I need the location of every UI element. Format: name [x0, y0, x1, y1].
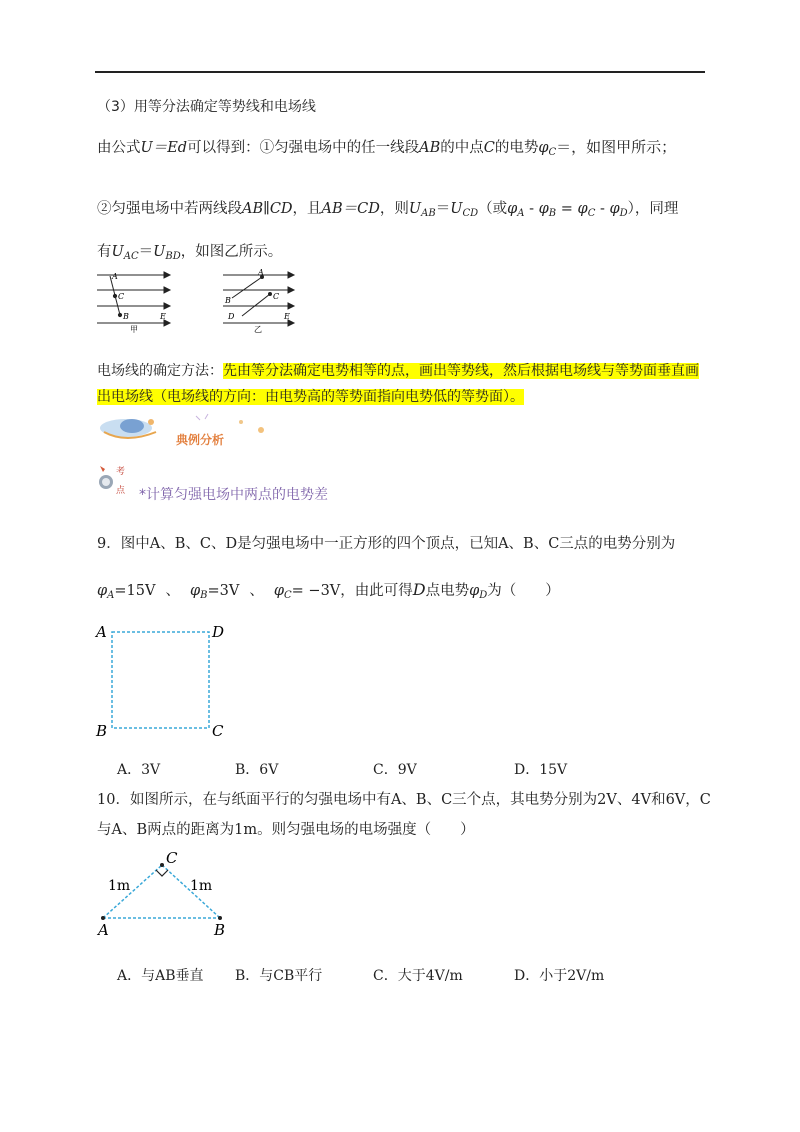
figure-jia: [92, 268, 182, 334]
formula-line: 由公式U＝Ed可以得到：①匀强电场中的任一线段AB的中点C的电势$\varphi_C=$，如图甲所示；: [97, 138, 677, 158]
fig-yi-label-c: C: [273, 292, 280, 301]
fig-jia-label-e: E: [160, 312, 166, 321]
q10-label-c: C: [166, 849, 178, 867]
q9-label-c: C: [212, 722, 224, 740]
q10-triangle-figure: [92, 846, 237, 938]
top-rule: [95, 71, 705, 73]
fig-yi-caption: 乙: [254, 325, 262, 334]
method-label: 电场线的确定方法：: [97, 363, 223, 379]
q9-label-a: A: [96, 623, 107, 641]
figure-yi: [218, 268, 303, 334]
fig-jia-caption: 甲: [130, 325, 138, 334]
q9-label-d: D: [212, 623, 225, 641]
method-highlight-2: 出电场线（电场线的方向：由电势高的等势面指向电势低的等势面）。: [97, 389, 524, 405]
q9-option-d[interactable]: D．15V: [514, 762, 568, 778]
method-highlight-1: 先由等分法确定电势相等的点，画出等势线，然后根据电场线与等势面垂直画: [223, 363, 699, 379]
q9-option-a[interactable]: A．3V: [117, 762, 161, 778]
potential-difference-line: 有$U_{AC}=U_{BD}$，如图乙所示。: [97, 244, 283, 262]
method-line-2: [97, 387, 524, 407]
banner-text: 典例分析: [176, 433, 225, 447]
fig-yi-label-b: B: [225, 296, 231, 305]
q10-label-a: A: [98, 921, 109, 938]
q9-label-b: B: [96, 722, 108, 740]
dashed-square: [112, 632, 209, 728]
fig-jia-label-b: B: [123, 312, 129, 321]
fig-yi-label-a: A: [258, 268, 264, 277]
q10-label-b: B: [214, 921, 226, 938]
topic-title: *计算匀强电场中两点的电势差: [139, 487, 328, 503]
fig-jia-label-a: A: [112, 272, 118, 281]
q10-stem-1: 10．如图所示，在与纸面平行的匀强电场中有A、B、C三个点，其电势分别为2V、4V和6V，C: [97, 792, 711, 808]
q10-stem-2: 与A、B两点的距离为1m。则匀强电场的电场强度（ ）: [97, 822, 475, 838]
q9-potentials: $\varphi_A=15V$ 、 $\varphi_B=3V$ 、 $\varphi_C= -3V$，由此可得D点电势$\varphi_D$为（ ）: [97, 580, 560, 601]
q9-option-b[interactable]: B．6V: [235, 762, 279, 778]
kaodian-icon: [96, 458, 138, 498]
kaodian-bottom: 点: [116, 486, 126, 496]
example-banner: [96, 410, 276, 450]
q10-label-left-1m: 1m: [108, 878, 131, 894]
fig-yi-label-d: D: [228, 312, 235, 321]
q9-stem: 9．图中A、B、C、D是匀强电场中一正方形的四个顶点，已知A、B、C三点的电势分别为: [97, 536, 676, 552]
q10-option-c[interactable]: C．大于4V/m: [373, 968, 463, 984]
method-line-1: [97, 361, 699, 381]
q10-option-b[interactable]: B．与CB平行: [235, 968, 323, 984]
q10-option-a[interactable]: A．与AB垂直: [117, 968, 204, 984]
q9-option-c[interactable]: C．9V: [373, 762, 417, 778]
q10-option-d[interactable]: D．小于2V/m: [514, 968, 605, 984]
q10-label-right-1m: 1m: [190, 878, 213, 894]
kaodian-top: 考: [116, 467, 126, 477]
fig-jia-label-c: C: [118, 292, 125, 301]
section-heading: （3）用等分法确定等势线和电场线: [97, 99, 316, 115]
q9-square-figure: [93, 620, 233, 744]
fig-yi-label-e: E: [284, 312, 290, 321]
right-angle-mark: [156, 870, 168, 876]
parallel-segments-line: ②匀强电场中若两线段AB∥CD，且AB＝CD，则$U_{AB}=U_{CD}$（或$\varphi_A - \varphi_B = \varphi_C - \varphi_D$），同理: [97, 201, 679, 219]
